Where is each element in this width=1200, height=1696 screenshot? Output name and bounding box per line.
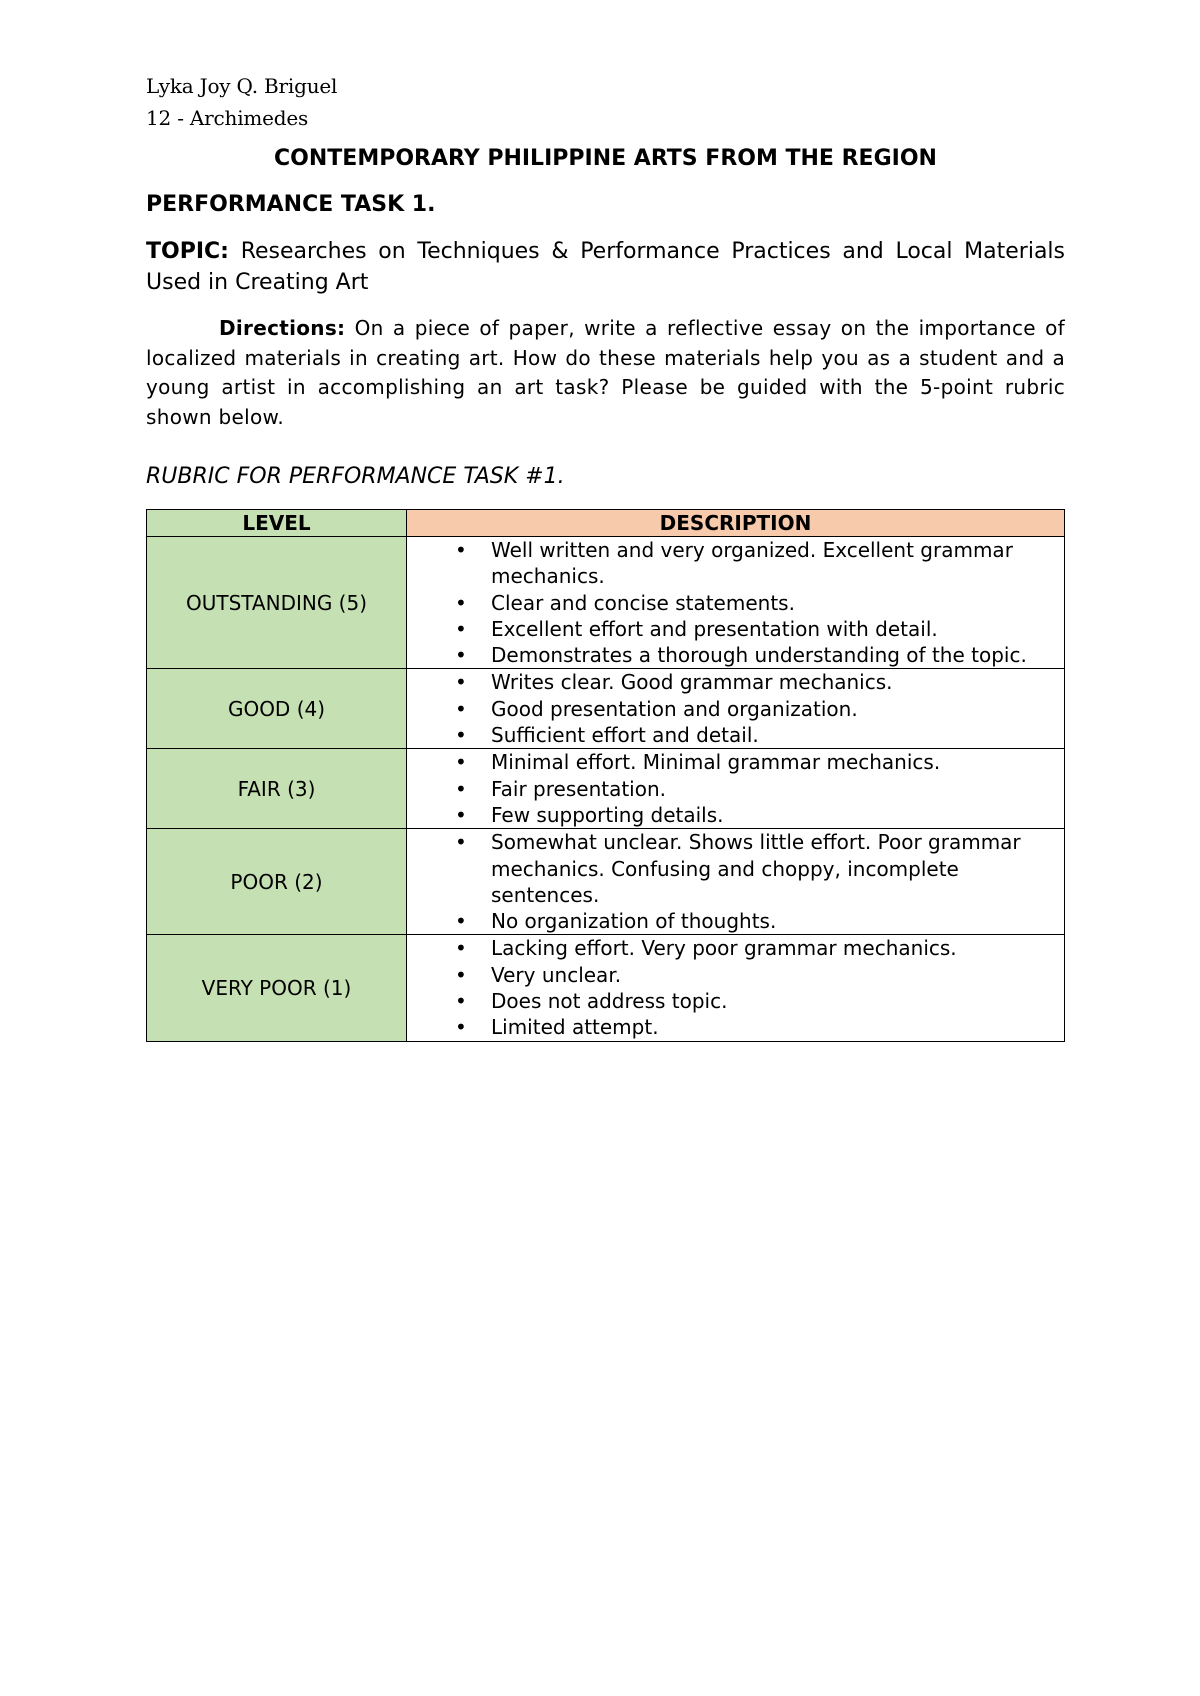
description-column-header: DESCRIPTION xyxy=(407,510,1065,537)
level-cell: FAIR (3) xyxy=(147,749,407,829)
rubric-header-row xyxy=(147,510,1065,537)
student-name: Lyka Joy Q. Briguel xyxy=(146,74,338,98)
criteria-item: • Good presentation and organization. xyxy=(491,696,1064,722)
rubric-heading: RUBRIC FOR PERFORMANCE TASK #1. xyxy=(146,464,565,489)
student-section: 12 - Archimedes xyxy=(146,106,309,130)
rubric-row-fair xyxy=(147,749,1065,829)
document-title: CONTEMPORARY PHILIPPINE ARTS FROM THE REGION xyxy=(274,146,937,171)
topic-text: Researches on Techniques & Performance Practices and Local Materials Used in Creating Art xyxy=(146,239,1066,295)
directions-label: Directions: xyxy=(219,316,346,340)
rubric-row-good xyxy=(147,669,1065,749)
criteria-item: • Somewhat unclear. Shows little effort. Poor grammar mechanics. Confusing and choppy, incomplete sentences. xyxy=(491,829,1064,908)
criteria-item: • Very unclear. xyxy=(491,962,1064,988)
rubric-row-poor xyxy=(147,829,1065,935)
criteria-item: • Limited attempt. xyxy=(491,1014,1064,1040)
level-cell: GOOD (4) xyxy=(147,669,407,749)
criteria-list xyxy=(407,669,1064,748)
criteria-item: • Writes clear. Good grammar mechanics. xyxy=(491,669,1064,695)
criteria-item: • Clear and concise statements. xyxy=(491,590,1064,616)
topic-label: TOPIC: xyxy=(146,239,229,264)
rubric-row-outstanding xyxy=(147,537,1065,669)
level-column-header: LEVEL xyxy=(147,510,407,537)
level-cell: OUTSTANDING (5) xyxy=(147,537,407,669)
directions-paragraph xyxy=(146,314,1065,432)
level-cell: VERY POOR (1) xyxy=(147,935,407,1041)
criteria-list xyxy=(407,935,1064,1040)
criteria-item: • Excellent effort and presentation with detail. xyxy=(491,616,1064,642)
description-cell xyxy=(407,935,1065,1041)
description-cell xyxy=(407,749,1065,829)
rubric-row-very-poor xyxy=(147,935,1065,1041)
task-title: PERFORMANCE TASK 1. xyxy=(146,192,436,217)
criteria-list xyxy=(407,749,1064,828)
level-cell: POOR (2) xyxy=(147,829,407,935)
criteria-item: • Few supporting details. xyxy=(491,802,1064,828)
topic-paragraph xyxy=(146,236,1065,298)
criteria-item: • Demonstrates a thorough understanding of the topic. xyxy=(491,642,1064,668)
criteria-item: • Lacking effort. Very poor grammar mechanics. xyxy=(491,935,1064,961)
description-cell xyxy=(407,829,1065,935)
criteria-list xyxy=(407,829,1064,934)
criteria-item: • Does not address topic. xyxy=(491,988,1064,1014)
directions-text: On a piece of paper, write a reflective essay on the importance of localized materials in creating art. How do these materials help you as a student and a young artist in accomplishing an art task? Please be guided with the 5-point rubric shown below. xyxy=(146,316,1065,429)
criteria-item: • Well written and very organized. Excellent grammar mechanics. xyxy=(491,537,1064,590)
criteria-item: • No organization of thoughts. xyxy=(491,908,1064,934)
criteria-item: • Minimal effort. Minimal grammar mechanics. xyxy=(491,749,1064,775)
document-page xyxy=(146,70,1065,1042)
criteria-item: • Sufficient effort and detail. xyxy=(491,722,1064,748)
rubric-table xyxy=(146,509,1065,1042)
criteria-list xyxy=(407,537,1064,668)
description-cell xyxy=(407,669,1065,749)
criteria-item: • Fair presentation. xyxy=(491,776,1064,802)
description-cell xyxy=(407,537,1065,669)
